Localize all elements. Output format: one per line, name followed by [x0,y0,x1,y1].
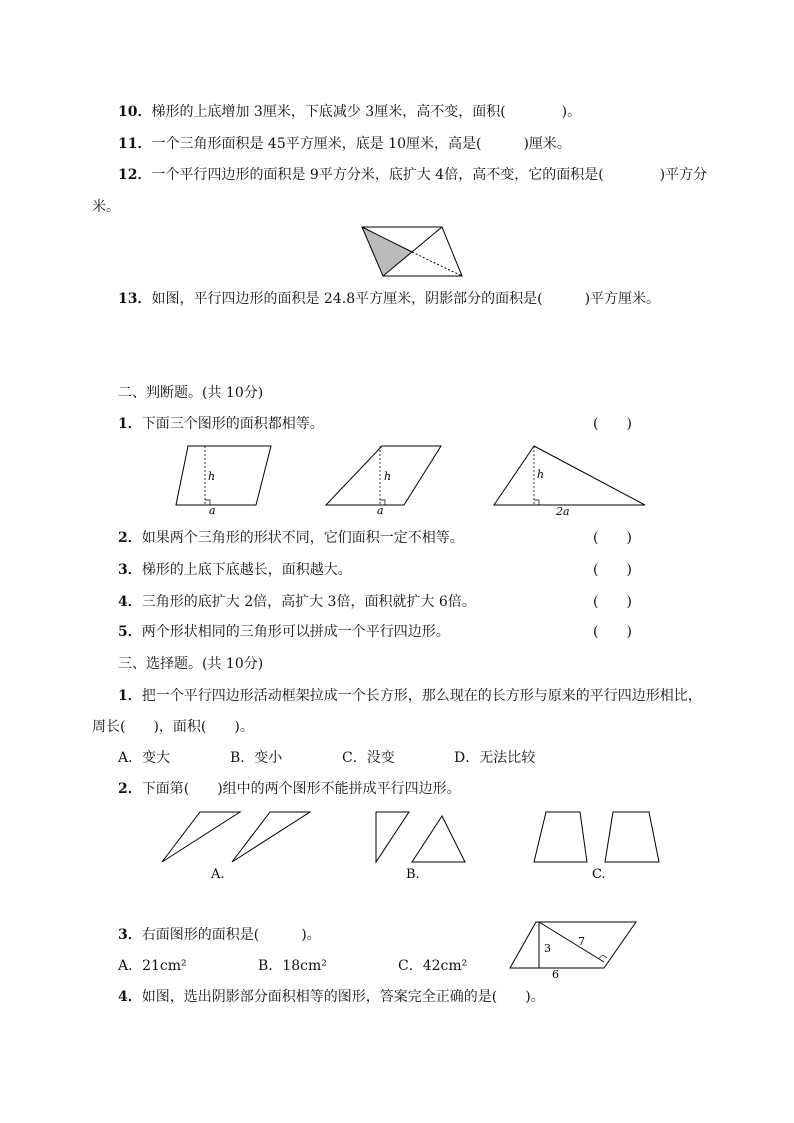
q12-continuation: 米。 [92,199,120,215]
choice-q3-number: 3． [118,927,142,943]
q12-text: 一个平行四边形的面积是 9平方分米，底扩大 4倍，高不变，它的面积是( )平方分 [151,167,708,183]
judge-5-answer-blank[interactable]: ( ) [593,624,632,640]
choice-heading: 三、选择题。(共 10分) [118,656,264,672]
choice-q2-figure-b[interactable] [374,810,470,882]
choice-q4-line [118,988,545,1006]
shaded-triangle [362,227,412,276]
diagonal-dashed [412,252,462,276]
base-label-1: a [209,504,216,517]
judge-3-answer-blank[interactable]: ( ) [593,562,632,578]
q3-height-label: 3 [544,942,551,955]
choice-q1-option-c[interactable]: C．没变 [342,750,395,766]
choice-q1-option-d[interactable]: D．无法比较 [454,750,536,766]
q3-side-label: 7 [578,935,585,948]
q10-line [118,103,581,121]
judge-1-number: 1． [118,416,142,432]
q13-line [118,290,660,308]
choice-q3-option-a[interactable]: A．21cm² [118,958,187,974]
judge-figure-parallelogram-2 [324,444,444,516]
judge-3-text: 梯形的上底下底越长，面积越大。 [141,562,352,578]
option-b-right-triangle [376,812,409,862]
judge-1-text: 下面三个图形的面积都相等。 [141,416,324,432]
q13-number: 13． [118,291,152,307]
choice-q2-figure-a[interactable] [160,810,312,882]
judge-item-3 [118,561,352,579]
choice-q2-figure-c[interactable] [532,810,662,882]
judge-2-answer-blank[interactable]: ( ) [593,530,632,546]
choice-q1-line [118,687,702,705]
option-b-isosceles-triangle [412,816,465,862]
q3-parallelogram-outline [510,922,636,968]
height-label-1: h [208,470,216,483]
judge-1-answer-blank[interactable]: ( ) [593,416,632,432]
height-label-3: h [537,468,545,481]
base-label-2: a [377,504,384,517]
choice-q4-text: 如图，选出阴影部分面积相等的图形，答案完全正确的是( )。 [141,989,545,1005]
judge-item-5 [118,623,450,641]
q3-base-label: 6 [552,968,559,981]
judge-figure-triangle [492,444,647,518]
judge-4-answer-blank[interactable]: ( ) [593,594,632,610]
choice-q3-option-c[interactable]: C．42cm² [398,958,468,974]
judge-4-text: 三角形的底扩大 2倍，高扩大 3倍，面积就扩大 6倍。 [141,594,476,610]
q12-number: 12． [118,167,152,183]
choice-q1-option-b[interactable]: B．变小 [230,750,283,766]
q13-parallelogram-figure [360,224,465,280]
base-label-3: 2a [556,505,570,518]
q10-number: 10． [118,104,152,120]
judge-figure-parallelogram-1 [174,444,274,516]
judge-item-2 [118,529,464,547]
choice-q1-number: 1． [118,688,142,704]
judge-4-number: 4． [118,594,142,610]
option-c-label: C. [592,867,606,882]
choice-q1-text: 把一个平行四边形活动框架拉成一个长方形，那么现在的长方形与原来的平行四边形相比， [141,688,702,704]
judge-5-text: 两个形状相同的三角形可以拼成一个平行四边形。 [141,624,450,640]
option-a-label: A. [211,867,225,882]
q3-right-angle-mark [599,955,607,958]
judge-3-number: 3． [118,562,142,578]
parallelogram-1-outline [176,446,271,505]
judge-2-number: 2． [118,530,142,546]
q11-text: 一个三角形面积是 45平方厘米，底是 10厘米，高是( )厘米。 [151,136,571,152]
judge-2-text: 如果两个三角形的形状不同，它们面积一定不相等。 [141,530,464,546]
q11-line [118,135,571,153]
choice-q3-line [118,926,321,944]
choice-q3-option-b[interactable]: B．18cm² [258,958,327,974]
choice-q2-line [118,780,461,798]
choice-q4-number: 4． [118,989,142,1005]
choice-q2-text: 下面第( )组中的两个图形不能拼成平行四边形。 [141,781,461,797]
triangle-outline [494,446,645,505]
q10-text: 梯形的上底增加 3厘米，下底减少 3厘米，高不变，面积( )。 [151,104,582,120]
q12-line [118,166,707,184]
q13-text: 如图，平行四边形的面积是 24.8平方厘米，阴影部分的面积是( )平方厘米。 [151,291,661,307]
choice-q3-text: 右面图形的面积是( )。 [141,927,321,943]
choice-q2-number: 2． [118,781,142,797]
option-a-triangle-1 [162,812,240,862]
option-b-label: B. [406,867,420,882]
judge-item-1 [118,415,324,433]
choice-q3-parallelogram-figure [508,918,640,980]
judge-item-4 [118,593,476,611]
option-c-trapezoid-1 [534,812,587,862]
right-angle-mark-3 [534,500,539,505]
judge-heading: 二、判断题。(共 10分) [118,385,264,401]
q11-number: 11． [118,136,152,152]
option-c-trapezoid-2 [605,812,659,862]
choice-q1-option-a[interactable]: A．变大 [118,750,171,766]
judge-5-number: 5． [118,624,142,640]
height-label-2: h [384,470,392,483]
option-a-triangle-2 [232,812,310,862]
choice-q1-continuation: 周长( )，面积( )。 [92,719,254,735]
